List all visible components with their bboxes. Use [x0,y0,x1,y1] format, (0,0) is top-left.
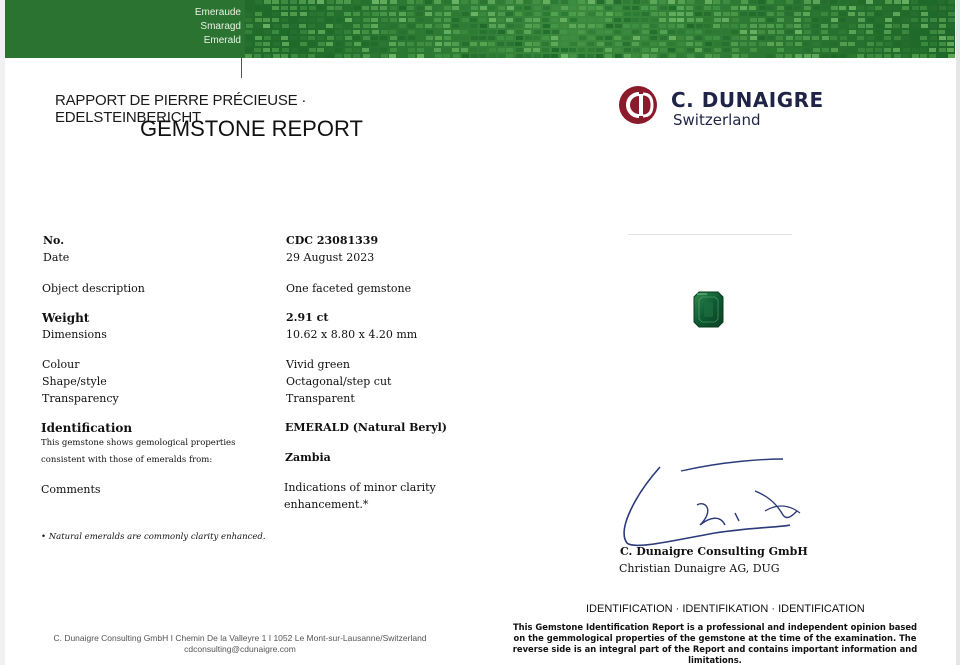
date-label: Date [43,251,70,264]
colour-value: Vivid green [286,358,350,371]
comments-value-line-1: Indications of minor clarity [284,481,436,494]
footer-email: cdconsulting@cdunaigre.com [184,644,296,654]
weight-value: 2.91 ct [286,311,329,324]
signature-company: C. Dunaigre Consulting GmbH [620,545,808,558]
identification-block-text: This Gemstone Identification Report is a professional and independent opinion based on the gemmological properties of the gemstone at the time of the examination. The reverse side is an integral part of the Report and contains important information and limitations. [512,622,918,665]
weight-label: Weight [42,311,90,325]
page-right-edge [956,0,960,665]
company-logo-country: Switzerland [673,111,761,129]
object-description-value: One faceted gemstone [286,282,412,295]
identification-label: Identification [41,421,133,435]
gem-names [163,6,241,48]
header-band [5,0,955,58]
footer-address-block [0,633,480,655]
identification-block-title: IDENTIFICATION · IDENTIFIKATION · IDENTIFICATION [586,603,865,615]
report-number-value: CDC 23081339 [286,234,379,247]
clarity-footnote: • Natural emeralds are commonly clarity enhanced. [41,532,266,542]
comments-value-line-2: enhancement.* [284,498,369,511]
date-value: 29 August 2023 [286,251,375,264]
header-divider-tick [241,58,242,78]
origin-value: Zambia [285,451,331,464]
identification-value: EMERALD (Natural Beryl) [285,421,447,434]
gem-name-fr: Emeraude [194,7,241,18]
gem-name-de: Smaragd [200,21,241,32]
dimensions-value: 10.62 x 8.80 x 4.20 mm [286,328,418,341]
shape-value: Octagonal/step cut [286,375,392,388]
header-band-pattern [5,0,955,58]
report-title: GEMSTONE REPORT [140,116,363,141]
gem-name-en: Emerald [203,35,241,46]
cd-logo-icon [618,85,658,125]
object-description-label: Object description [42,282,145,295]
dimensions-label: Dimensions [42,328,107,341]
origin-note-line-1: This gemstone shows gemological properties [41,438,236,448]
shape-label: Shape/style [42,375,107,388]
photo-guide-line [628,234,792,235]
signature-person: Christian Dunaigre AG, DUG [619,562,780,575]
transparency-label: Transparency [42,392,119,405]
no-label: No. [43,234,65,247]
page-left-edge [0,0,5,665]
comments-label: Comments [41,483,101,496]
origin-note-line-2: consistent with those of emeralds from: [41,455,213,465]
emerald-gem-image [693,291,724,328]
transparency-value: Transparent [286,392,355,405]
report-languages-title: RAPPORT DE PIERRE PRÉCIEUSE · EDELSTEINBERICHT [55,92,307,126]
colour-label: Colour [42,358,80,371]
handwritten-signature [615,455,815,550]
company-logo-name: C. DUNAIGRE [671,88,824,112]
footer-address: C. Dunaigre Consulting GmbH I Chemin De la Valleyre 1 I 1052 Le Mont-sur-Lausanne/Switzerland [53,633,427,643]
